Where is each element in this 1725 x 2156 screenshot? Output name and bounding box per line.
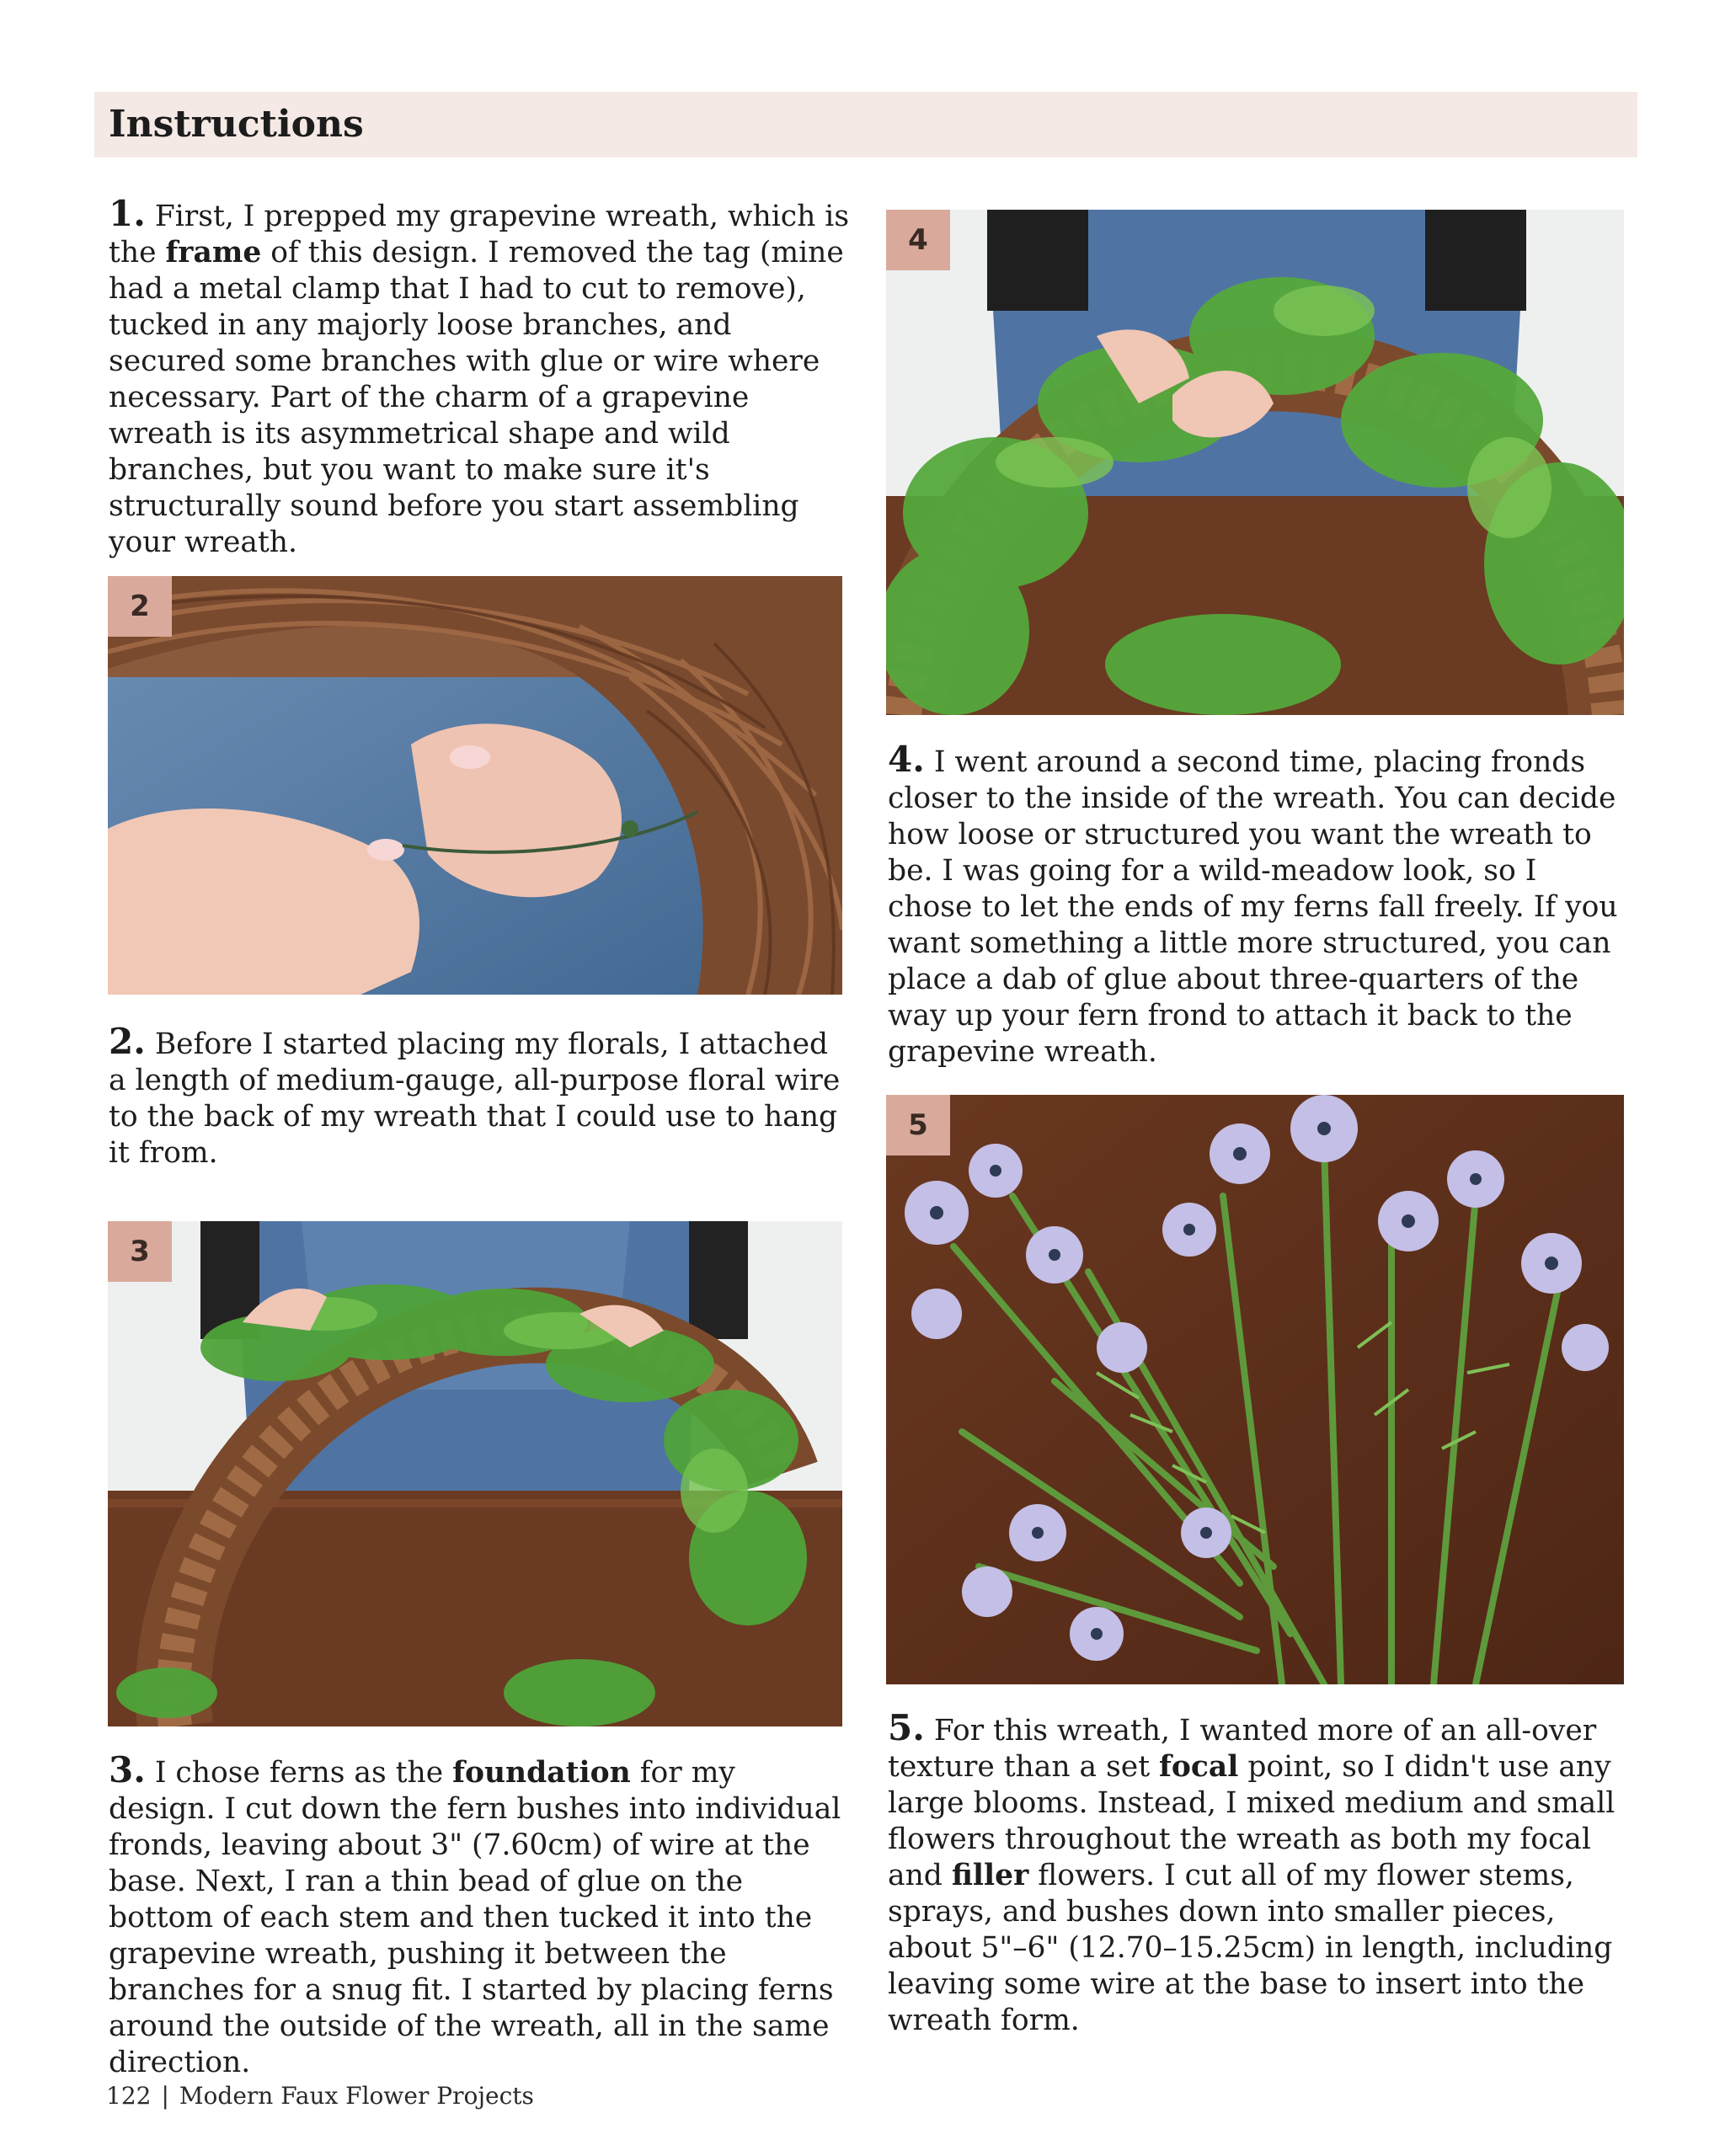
step-2-badge: 2	[108, 576, 172, 637]
footer-separator: |	[161, 2082, 169, 2110]
step-3-photo	[108, 1221, 842, 1726]
step-5-photo	[886, 1095, 1624, 1684]
step-5-text: 5. For this wreath, I wanted more of an all-over texture than a set focal point, so I didn't use any large blooms. Instead, I mixed medium and small flowers throughout the wreath as both my focal and filler flowers. I cut all of my flower stems, sprays, and bushes down into smaller pieces, about 5"–6" (12.70–15.25cm) in length, including leaving some wire at the base to insert into the wreath form.	[888, 1707, 1616, 2037]
term-filler: filler	[951, 1859, 1029, 1892]
step-3-illustration	[108, 1221, 842, 1726]
step-5-illustration	[886, 1095, 1624, 1684]
book-title: Modern Faux Flower Projects	[179, 2082, 534, 2110]
step-3-text: 3. I chose ferns as the foundation for my design. I cut down the fern bushes into individual fronds, leaving about 3" (7.60cm) of wire at the base. Next, I ran a thin bead of glue on the bottom of each stem and then tucked it into the grapevine wreath, pushing it between the branches for a snug fit. I started by placing ferns around the outside of the wreath, all in the same direction.	[109, 1749, 841, 2079]
step-4-number: 4.	[888, 739, 925, 780]
term-frame: frame	[165, 236, 262, 270]
step-5-number: 5.	[888, 1707, 925, 1748]
step-4-photo	[886, 210, 1624, 715]
step-4-illustration	[886, 210, 1624, 715]
page-footer	[106, 2082, 534, 2110]
step-2-number: 2.	[109, 1021, 146, 1062]
step-2-illustration	[108, 576, 842, 995]
section-header	[94, 92, 1637, 157]
page-number: 122	[106, 2082, 152, 2110]
section-title: Instructions	[109, 103, 364, 146]
step-4-badge: 4	[886, 210, 950, 270]
term-foundation: foundation	[452, 1756, 631, 1790]
step-2-photo	[108, 576, 842, 995]
step-1-text: 1. First, I prepped my grapevine wreath, which is the frame of this design. I removed the tag (mine had a metal clamp that I had to cut to remove), tucked in any majorly loose branches, and secured some branches with glue or wire where necessary. Part of the charm of a grapevine wreath is its asymmetrical shape and wild branches, but you want to make sure it's structurally sound before you start assembling your wreath.	[109, 193, 850, 559]
step-3-badge: 3	[108, 1221, 172, 1282]
term-focal: focal	[1159, 1750, 1239, 1784]
step-3-number: 3.	[109, 1749, 146, 1790]
step-4-text: 4. I went around a second time, placing fronds closer to the inside of the wreath. You can decide how loose or structured you want the wreath to be. I was going for a wild-meadow look, so I chose to let the ends of my ferns fall freely. If you want something a little more structured, you can place a dab of glue about three-quarters of the way up your fern frond to attach it back to the grapevine wreath.	[888, 739, 1618, 1069]
step-2-text: 2. Before I started placing my florals, I attached a length of medium-gauge, all-purpose floral wire to the back of my wreath that I could use to hang it from.	[109, 1021, 841, 1170]
step-5-badge: 5	[886, 1095, 950, 1155]
step-1-number: 1.	[109, 193, 146, 234]
